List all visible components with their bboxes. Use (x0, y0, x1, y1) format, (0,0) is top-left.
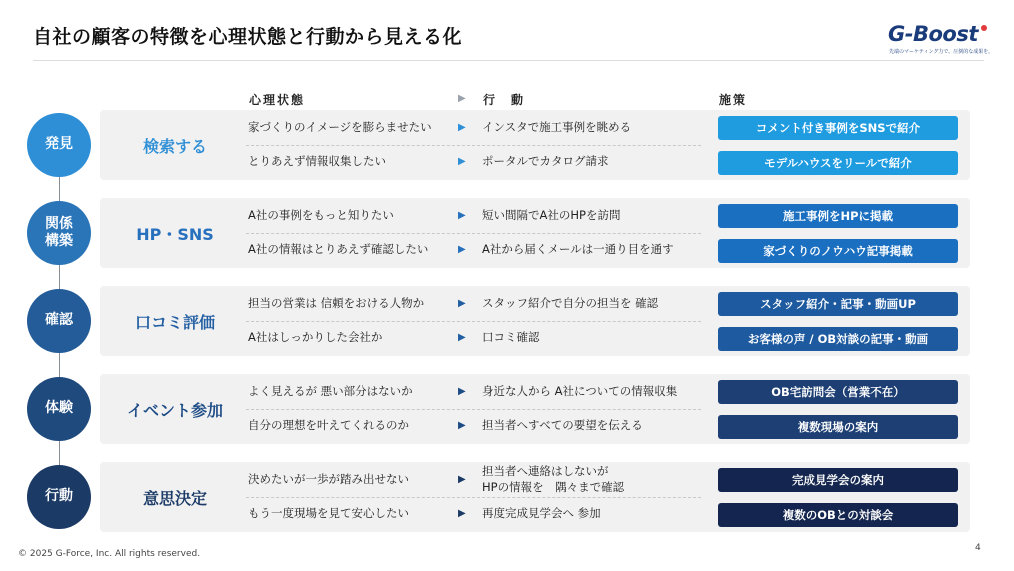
measure-tag: モデルハウスをリールで紹介 (718, 151, 958, 175)
stage-circle: 体験 (27, 377, 91, 441)
action-cell: ポータルでカタログ請求 (482, 154, 609, 168)
psychology-cell: A社の事例をもっと知りたい (248, 208, 394, 222)
arrow-right-icon: ▶ (458, 420, 466, 431)
stage-label: HP・SNS (136, 224, 214, 244)
measure-tag: お客様の声 / OB対談の記事・動画 (718, 327, 958, 351)
stage-row (0, 284, 1014, 358)
action-cell: 短い間隔でA社のHPを訪問 (482, 208, 621, 222)
action-cell: 再度完成見学会へ 参加 (482, 506, 601, 520)
stage-row (0, 196, 1014, 270)
arrow-right-icon: ▶ (458, 508, 466, 519)
page-number: 4 (975, 543, 981, 553)
measure-tag: 施工事例をHPに掲載 (718, 204, 958, 228)
stage-label: 意思決定 (142, 488, 207, 508)
stage-row (0, 108, 1014, 182)
row-divider (246, 409, 701, 410)
arrow-right-icon: ▶ (458, 298, 466, 309)
measure-tag: スタッフ紹介・記事・動画UP (718, 292, 958, 316)
row-divider (246, 497, 701, 498)
logo-tagline: 先端のマーケティング力で、圧倒的な成果を。 (889, 49, 994, 55)
measure-tag: 複数現場の案内 (718, 415, 958, 439)
arrow-right-icon: ▶ (458, 474, 466, 485)
stage-row (0, 372, 1014, 446)
action-cell: インスタで施工事例を眺める (482, 120, 632, 134)
action-cell: 担当者へすべての要望を伝える (482, 418, 643, 432)
measure-tag: 完成見学会の案内 (718, 468, 958, 492)
row-divider (246, 145, 701, 146)
action-cell: スタッフ紹介で自分の担当を 確認 (482, 296, 659, 310)
psychology-cell: 自分の理想を叶えてくれるのか (248, 418, 409, 432)
psychology-cell: A社の情報はとりあえず確認したい (248, 242, 429, 256)
copyright: © 2025 G-Force, Inc. All rights reserved. (18, 549, 201, 559)
logo-wordmark: G-Boost (888, 22, 978, 46)
measure-tag: 家づくりのノウハウ記事掲載 (718, 239, 958, 263)
psychology-cell: A社はしっかりした会社か (248, 330, 383, 344)
psychology-cell: 決めたいが一歩が踏み出せない (248, 472, 409, 486)
arrow-right-icon: ▶ (458, 210, 466, 221)
column-header-action: 行 動 (483, 93, 526, 107)
arrow-right-icon: ▶ (458, 244, 466, 255)
psychology-cell: もう一度現場を見て安心したい (248, 506, 409, 520)
stage-circle: 発見 (27, 113, 91, 177)
measure-tag: コメント付き事例をSNSで紹介 (718, 116, 958, 140)
stage-label: 検索する (142, 136, 207, 156)
action-cell: A社から届くメールは一通り目を通す (482, 242, 674, 256)
action-cell: 身近な人から A社についての情報収集 (482, 384, 678, 398)
stage-row (0, 460, 1014, 534)
row-divider (246, 321, 701, 322)
column-header-measure: 施策 (719, 93, 748, 107)
arrow-right-icon: ▶ (458, 386, 466, 397)
psychology-cell: 家づくりのイメージを膨らませたい (248, 120, 432, 134)
action-cell: 口コミ確認 (482, 330, 540, 344)
stage-circle: 行動 (27, 465, 91, 529)
arrow-right-icon: ▶ (458, 156, 466, 167)
column-header-arrow-icon: ▶ (458, 93, 466, 104)
arrow-right-icon: ▶ (458, 122, 466, 133)
column-header-psychology: 心理状態 (249, 93, 306, 107)
stage-label: 口コミ評価 (134, 312, 215, 332)
g-boost-logo (888, 22, 994, 58)
action-cell: 担当者へ連絡はしないが HPの情報を 隅々まで確認 (482, 464, 625, 494)
psychology-cell: とりあえず情報収集したい (248, 154, 386, 168)
row-divider (246, 233, 701, 234)
psychology-cell: 担当の営業は 信頼をおける人物か (248, 296, 425, 310)
stage-label: イベント参加 (126, 400, 223, 420)
page-title: 自社の顧客の特徴を心理状態と行動から見える化 (33, 26, 463, 48)
stage-circle: 関係 構築 (27, 201, 91, 265)
psychology-cell: よく見えるが 悪い部分はないか (248, 384, 413, 398)
logo-accent-dot (981, 25, 987, 31)
measure-tag: OB宅訪問会（営業不在） (718, 380, 958, 404)
arrow-right-icon: ▶ (458, 332, 466, 343)
stage-circle: 確認 (27, 289, 91, 353)
measure-tag: 複数のOBとの対談会 (718, 503, 958, 527)
header-divider (33, 60, 984, 61)
